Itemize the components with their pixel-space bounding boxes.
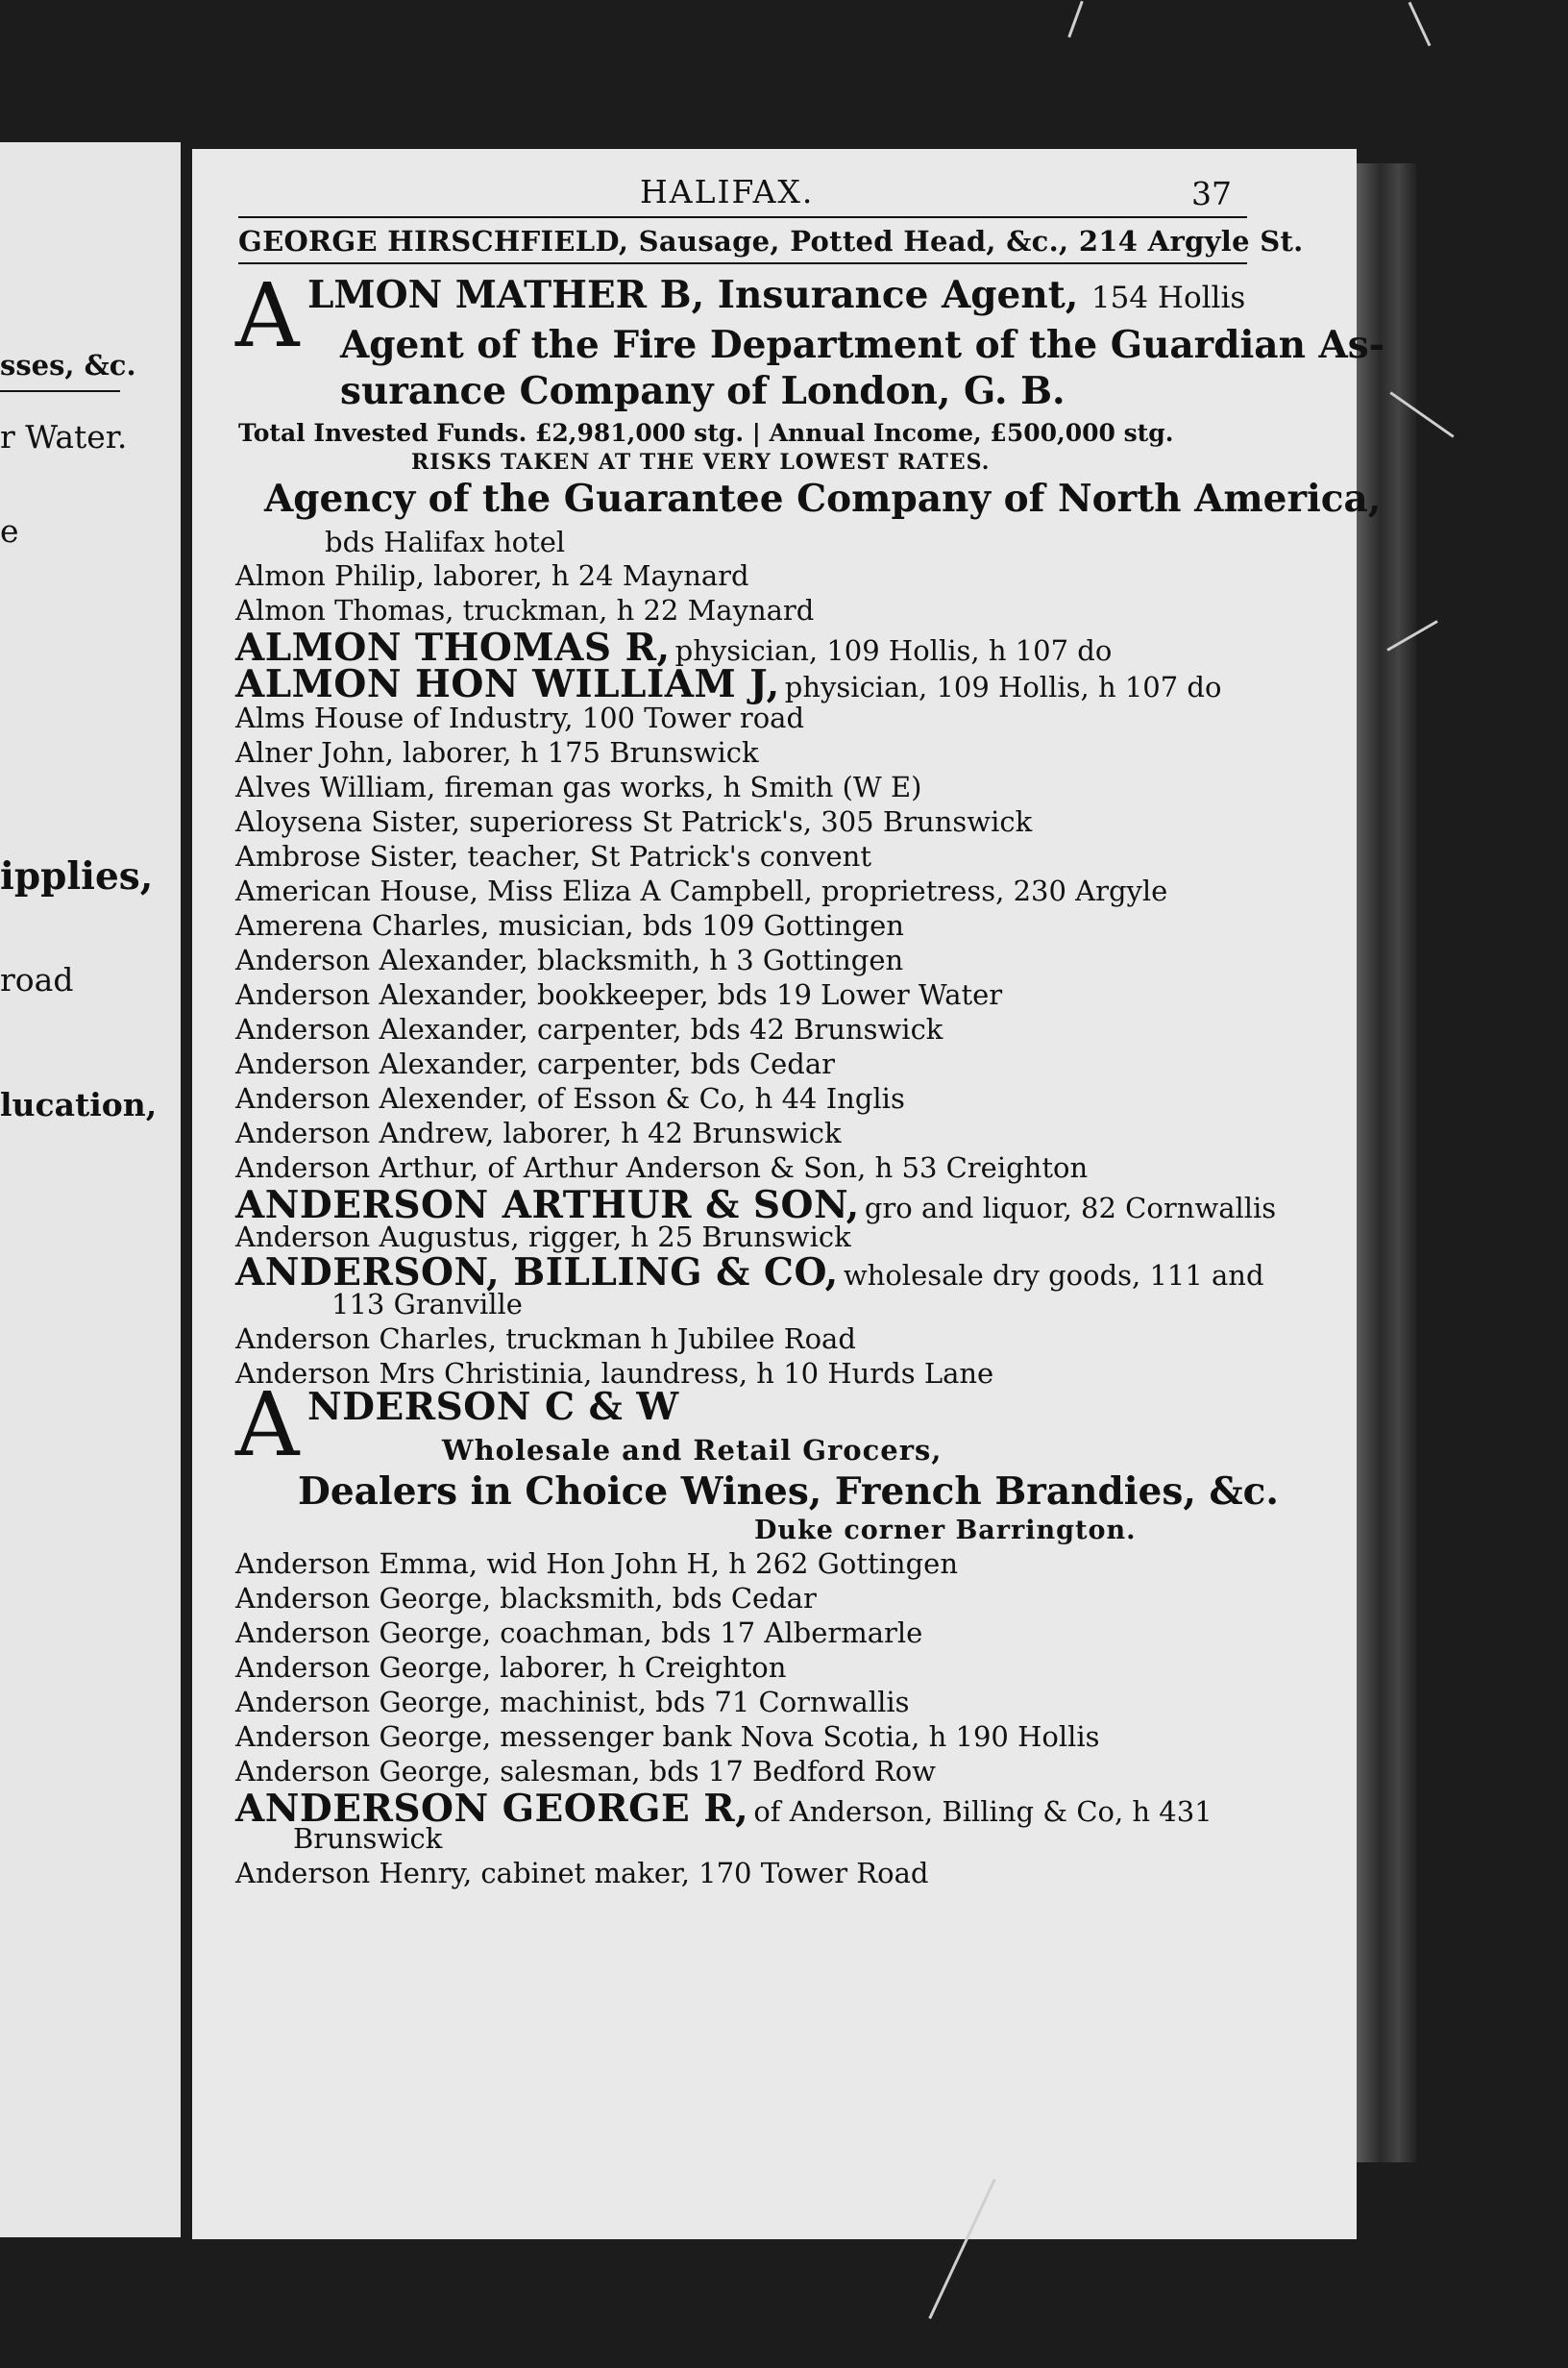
entry-anderson-george-5: Anderson George, messenger bank Nova Scotia, h 190 Hollis <box>235 1720 1100 1753</box>
anderson-ad-name: NDERSON C & W <box>307 1385 679 1429</box>
entry-anderson-george-2: Anderson George, coachman, bds 17 Albermarle <box>235 1616 923 1649</box>
running-head: HALIFAX. <box>640 173 815 210</box>
film-scratch <box>1409 2 1432 47</box>
almon-ad-risks: RISKS TAKEN AT THE VERY LOWEST RATES. <box>411 450 991 475</box>
left-page-fragment <box>0 142 181 2237</box>
entry-anderson-alexander-2: Anderson Alexander, bookkeeper, bds 19 Lower Water <box>235 978 1003 1011</box>
film-scratch <box>1067 1 1084 38</box>
entry-anderson-billing <box>235 1250 1264 1295</box>
header-advert: GEORGE HIRSCHFIELD, Sausage, Potted Head, &c., 214 Argyle St. <box>238 225 1304 258</box>
entry-anderson-arthur-son <box>235 1183 1277 1227</box>
entry-almon-william-j-detail: physician, 109 Hollis, h 107 do <box>784 671 1222 703</box>
entry-almon-william-j-name: ALMON HON WILLIAM J, <box>235 662 780 706</box>
left-fragment-4: ipplies, <box>0 854 154 899</box>
entry-aloysena-sister: Aloysena Sister, superioress St Patrick's, 305 Brunswick <box>235 805 1033 838</box>
almon-ad-bds: bds Halifax hotel <box>325 526 566 558</box>
entry-almon-thomas: Almon Thomas, truckman, h 22 Maynard <box>235 594 815 627</box>
almon-ad-name: LMON MATHER B, Insurance Agent, <box>307 273 1079 317</box>
entry-alner-john: Alner John, laborer, h 175 Brunswick <box>235 736 759 769</box>
entry-anderson-alexander-3: Anderson Alexander, carpenter, bds 42 Brunswick <box>235 1013 943 1046</box>
book-page-edge <box>1357 163 1416 2162</box>
anderson-ad-address: Duke corner Barrington. <box>754 1516 1137 1545</box>
entry-almon-philip: Almon Philip, laborer, h 24 Maynard <box>235 559 749 592</box>
left-fragment-1: sses, &c. <box>0 349 136 382</box>
header-rule-top <box>238 216 1247 218</box>
entry-american-house: American House, Miss Eliza A Campbell, proprietress, 230 Argyle <box>235 875 1168 907</box>
entry-anderson-christinia: Anderson Mrs Christinia, laundress, h 10 Hurds Lane <box>235 1357 994 1390</box>
entry-anderson-george-r-name: ANDERSON GEORGE R, <box>235 1787 749 1831</box>
entry-anderson-alexander-1: Anderson Alexander, blacksmith, h 3 Gottingen <box>235 944 904 976</box>
entry-alms-house: Alms House of Industry, 100 Tower road <box>235 702 805 734</box>
entry-anderson-charles: Anderson Charles, truckman h Jubilee Road <box>235 1322 856 1355</box>
entry-anderson-george-r-detail: of Anderson, Billing & Co, h 431 <box>753 1795 1213 1828</box>
entry-anderson-billing-name: ANDERSON, BILLING & CO, <box>235 1250 839 1295</box>
entry-anderson-george-r-cont: Brunswick <box>293 1822 443 1855</box>
left-fragment-6: lucation, <box>0 1086 158 1123</box>
almon-ad-line-1 <box>307 273 1246 317</box>
almon-dropcap: A <box>235 264 300 367</box>
entry-anderson-henry: Anderson Henry, cabinet maker, 170 Tower Road <box>235 1857 929 1889</box>
entry-anderson-george-1: Anderson George, blacksmith, bds Cedar <box>235 1582 817 1615</box>
entry-anderson-emma: Anderson Emma, wid Hon John H, h 262 Gottingen <box>235 1547 959 1580</box>
entry-anderson-george-3: Anderson George, laborer, h Creighton <box>235 1651 787 1684</box>
left-fragment-2: r Water. <box>0 418 128 456</box>
entry-almon-thomas-r-detail: physician, 109 Hollis, h 107 do <box>674 634 1113 667</box>
header-rule-bottom <box>238 262 1247 264</box>
entry-anderson-andrew: Anderson Andrew, laborer, h 42 Brunswick <box>235 1117 842 1149</box>
page-number: 37 <box>1191 175 1232 212</box>
entry-almon-william-j <box>235 662 1222 706</box>
anderson-dropcap: A <box>235 1373 300 1476</box>
entry-anderson-billing-detail: wholesale dry goods, 111 and <box>843 1259 1264 1292</box>
anderson-ad-wines: Dealers in Choice Wines, French Brandies, &c. <box>298 1469 1280 1514</box>
entry-anderson-george-6: Anderson George, salesman, bds 17 Bedford Row <box>235 1755 936 1788</box>
entry-anderson-alexander-4: Anderson Alexander, carpenter, bds Cedar <box>235 1048 836 1080</box>
almon-ad-address: 154 Hollis <box>1090 281 1246 315</box>
left-rule <box>0 390 120 392</box>
entry-anderson-arthur-son-name: ANDERSON ARTHUR & SON, <box>235 1183 860 1227</box>
left-fragment-3: e <box>0 512 19 550</box>
entry-anderson-alexender: Anderson Alexender, of Esson & Co, h 44 Inglis <box>235 1082 905 1115</box>
entry-amerena-charles: Amerena Charles, musician, bds 109 Gottingen <box>235 909 904 942</box>
almon-ad-funds: Total Invested Funds. £2,981,000 stg. | Annual Income, £500,000 stg. <box>238 419 1174 447</box>
almon-ad-line-3: surance Company of London, G. B. <box>340 369 1066 413</box>
entry-anderson-billing-cont: 113 Granville <box>331 1288 523 1320</box>
entry-anderson-augustus: Anderson Augustus, rigger, h 25 Brunswick <box>235 1221 851 1253</box>
left-fragment-5: road <box>0 961 74 999</box>
almon-ad-guarantee: Agency of the Guarantee Company of North America, <box>264 477 1382 521</box>
entry-ambrose-sister: Ambrose Sister, teacher, St Patrick's convent <box>235 840 872 873</box>
almon-ad-line-2: Agent of the Fire Department of the Guardian As- <box>340 323 1384 367</box>
entry-alves-william: Alves William, fireman gas works, h Smith (W E) <box>235 771 922 803</box>
entry-anderson-arthur: Anderson Arthur, of Arthur Anderson & Son, h 53 Creighton <box>235 1151 1089 1184</box>
directory-page <box>192 149 1384 2239</box>
entry-anderson-arthur-son-detail: gro and liquor, 82 Cornwallis <box>864 1192 1277 1224</box>
anderson-ad-grocers: Wholesale and Retail Grocers, <box>442 1434 943 1467</box>
entry-almon-thomas-r-name: ALMON THOMAS R, <box>235 626 671 670</box>
entry-anderson-george-4: Anderson George, machinist, bds 71 Cornwallis <box>235 1686 910 1718</box>
